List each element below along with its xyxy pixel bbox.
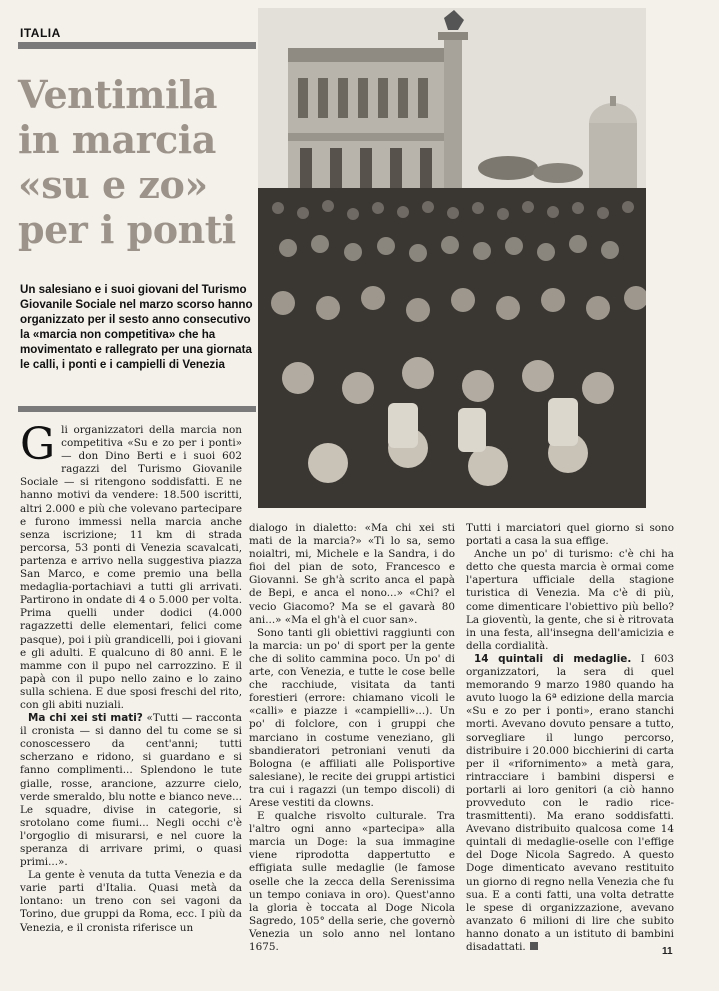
paragraph-text: I 603 organizzatori, la sera di quel memorando 9 marzo 1980 quando ha avuto luogo la 6ª edizione della marcia «Su e zo per i ponti», erano stanchi morti. Avevano dovuto pensare a tutto, sorvegliare il lungo percorso, distribuire i 20.000 bicchierini di carta per il «rifornimento» a metà gara, rintracciare i bambini dispersi e portarli ai loro genitori (a ciò hanno provveduto con le radio rice-trasmittenti). Ma erano soddisfatti. Avevano distribuito qualcosa come 14 quintali di medaglie-oselle con l'effige del Doge Nicola Sagredo. A questo Doge dimenticato avevano restituito un giorno di regno nella Venezia che fu sua. E a conti fatti, una volta detratte le spese di organizzazione, avevano avanzato 6 milioni di lire che subito hanno donato a un istituto di bambini disadattati. <box>466 652 674 953</box>
paragraph <box>20 712 242 869</box>
paragraph-text: li organizzatori della marcia non competitiva «Su e zo per i ponti» — don Dino Berti e i suoi 602 ragazzi del Turismo Giovanile Sociale — si ritengono soddisfatti. E ne hanno motivi da vendere: 18.500 iscritti, altri 2.000 e più che volevano partecipare e furono immessi nella marcia anche senza iscrizione; 11 km di strada percorsa, 53 ponti di Venezia scavalcati, partenza e arrivo nella suggestiva piazza San Marco, e come premio una bella medaglia-portachiavi a tutti gli arrivati. Partirono in ondate di 4 o 5.000 per volta. Prima quelli under dodici (4.000 ragazzetti delle elementari, felici come pasque), poi i più grandicelli, poi i giovani e gli adulti. E qualcuno di 80 anni. E le mamme con il pupo nel carrozzino. E il papà con il pupo nello zaino e lo zaino sulla schiena. E due sposi freschi del rito, con gli abiti nuziali. <box>20 424 242 711</box>
paragraph-text: Sono tanti gli obiettivi raggiunti con la marcia: un po' di sport per la gente che di solito cammina poco. Un po' di arte, con Venezia, e tutte le cose belle che racchiude, visitata da tanti forestieri (errore: chiamano vicoli le «calli» e piazze i «campielli»...). Un po' di folclore, con i gruppi che marciano in costume veneziano, gli sbandieratori petroniani venuti da Bologna (e affiliati alle Polisportive salesiane), le recite dei gruppi artistici tra cui i ragazzi (un tempo discoli) di Arese vestiti da clowns. <box>249 626 455 809</box>
paragraph-text: dialogo in dialetto: «Ma chi xei sti mati de la marcia?» «Ti lo sa, semo noialtri, mi, Michele e la Sandra, i do fioi del pian de soto, Francesco e Giovanni. Se gh'à scrito anca el papà de Bepi, e anca el nono...» «Chi? el vecio Giacomo? Ma se el gavarà 80 ani...» «Ma el gh'à el cuor san». <box>249 522 455 626</box>
paragraph-text: «Tutti — racconta il cronista — si danno del tu come se si conoscessero da cent'anni; tutti scherzano e ridono, si guardano e si fanno complimenti... Splendono le tute gialle, rosse, arancione, azzurre cielo, verde smeraldo, blu notte e bianco neve... Le squadre, divise in categorie, si srotolano come fiumi... Negli occhi c'è l'orgoglio di misurarsi, e nel cuore la speranza di arrivare primi, o quasi primi...». <box>20 712 242 869</box>
headline-line-1: Ventimila <box>18 72 217 117</box>
headline-line-2: in marcia <box>18 117 216 162</box>
header-rule <box>18 42 256 49</box>
paragraph-text: E qualche risvolto culturale. Tra l'altro ogni anno «partecipa» alla marcia un Doge: la sua immagine viene riprodotta dappertutto e effigiata sulle medaglie (le famose oselle che la zecca della Serenissima un tempo coniava in oro). Quest'anno la gloria è toccata al Doge Nicola Sagredo, 105° della serie, che governò Venezia un solo anno nel lontano 1675. <box>249 810 455 953</box>
crowd-photo <box>258 8 646 508</box>
deck-rule <box>18 406 256 412</box>
headline-line-3: «su e zo» <box>18 162 208 207</box>
drop-cap: G <box>20 419 56 470</box>
article-column-2 <box>249 522 455 954</box>
article-column-3 <box>466 522 674 954</box>
headline-line-4: per i ponti <box>18 207 236 252</box>
paragraph-text: La gente è venuta da tutta Venezia e da varie parti d'Italia. Quasi metà da lontano: un treno con sei vagoni da Torino, due gruppi da Roma, ecc. I più da Venezia, e il cronista riferisce un <box>20 869 242 934</box>
section-label: ITALIA <box>20 26 61 40</box>
headline <box>18 72 263 252</box>
deck-summary: Un salesiano e i suoi giovani del Turismo Giovanile Sociale nel marzo scorso hanno organizzato per il sesto anno consecutivo la «marcia non competitiva» che ha movimentato e rallegrato per una giornata le calli, i ponti e i campielli di Venezia <box>20 283 253 371</box>
subheading: 14 quintali di medaglie. <box>474 652 632 665</box>
crowd-photo-illustration <box>258 8 646 508</box>
page-number: 11 <box>662 946 673 957</box>
paragraph <box>466 653 674 954</box>
paragraph <box>20 419 242 712</box>
paragraph-text: Tutti i marciatori quel giorno si sono portati a casa la sua effige. <box>466 522 674 548</box>
paragraph-text: Anche un po' di turismo: c'è chi ha detto che questa marcia è ormai come l'apertura ufficiale della stagione turistica di Venezia. Ma c'è di più, come dimenticare l'obiettivo più bello? La gioventù, la gente, che si è ritrovata in una festa, all'insegna dell'amicizia e della cordialità. <box>466 548 674 652</box>
end-mark-icon <box>530 942 538 950</box>
subheading: Ma chi xei sti mati? <box>28 712 143 725</box>
article-column-1 <box>20 419 242 935</box>
